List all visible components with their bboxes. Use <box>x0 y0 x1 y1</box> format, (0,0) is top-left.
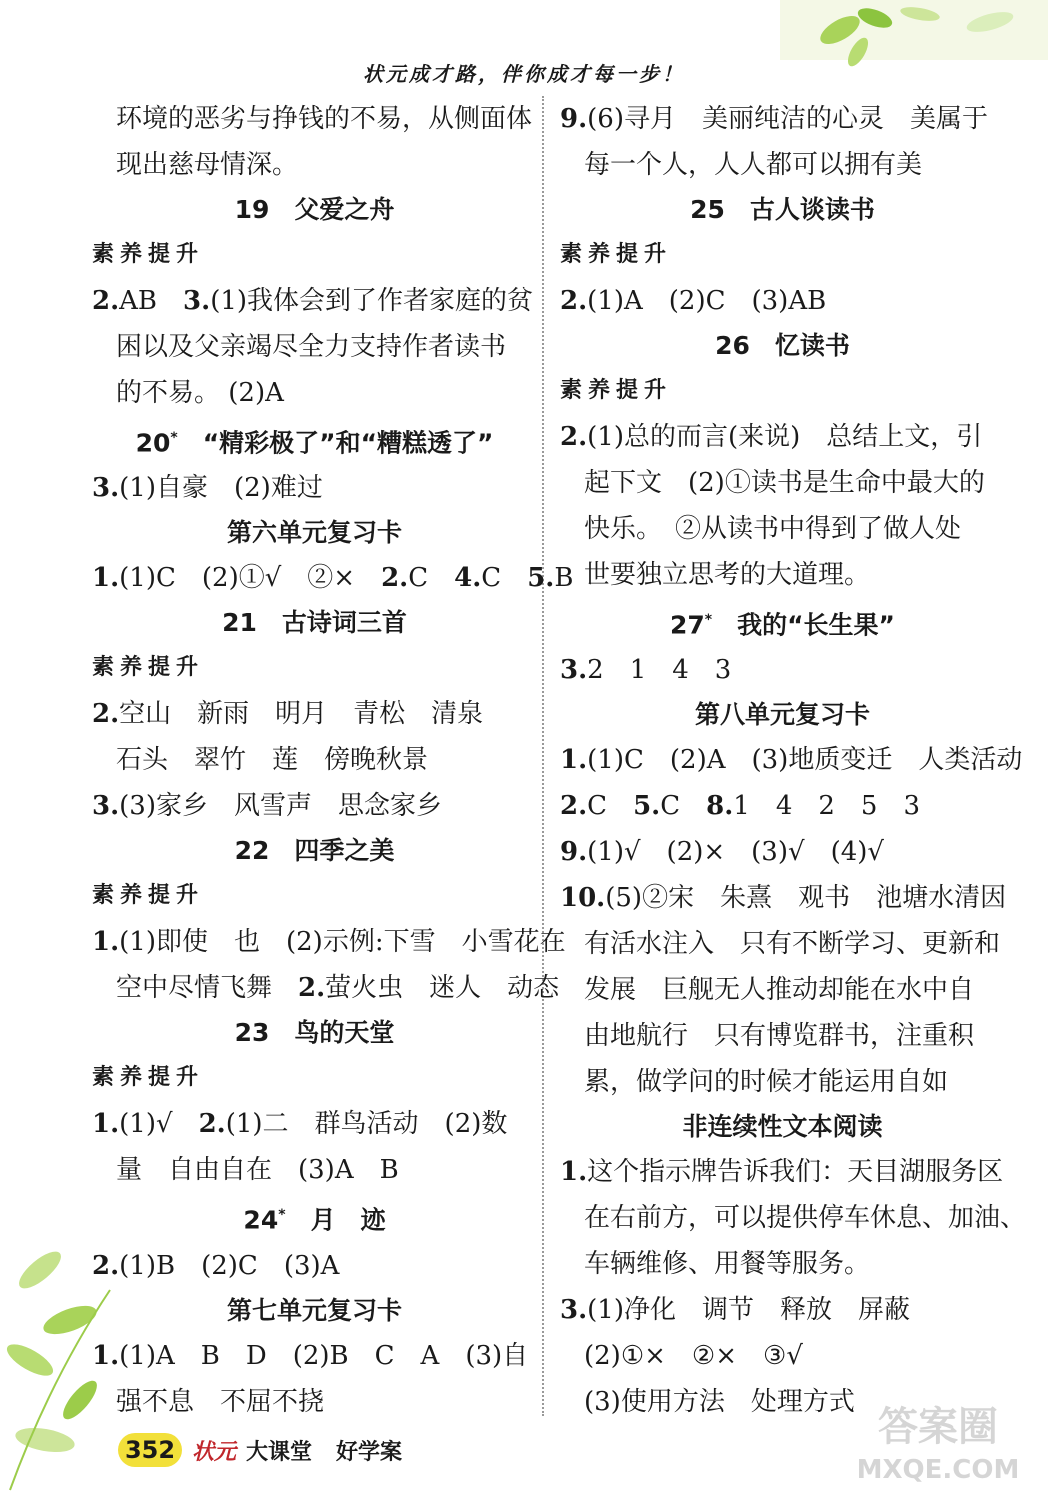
answer-line: 10.(5)②宋 朱熹 观书 池塘水清因 <box>560 883 1007 914</box>
text-line: 现出慈母情深。 <box>116 150 299 180</box>
text-line: 石头 翠竹 莲 傍晚秋景 <box>116 745 429 776</box>
text-line: 累，做学问的时候才能运用自如 <box>584 1067 949 1098</box>
text-line: 世要独立思考的大道理。 <box>584 560 871 590</box>
answer-line: 2.C 5.C 8.1 4 2 5 3 <box>560 791 920 822</box>
lesson-title-19: 19 父爱之舟 <box>234 195 395 224</box>
answer-line: 3.(1)自豪 (2)难过 <box>92 473 323 504</box>
text-line: 发展 巨舰无人推动却能在水中自 <box>584 975 975 1006</box>
page-footer <box>118 1430 402 1470</box>
answer-line: 1.(1)即使 也 (2)示例:下雪 小雪花在 <box>92 927 566 958</box>
header-slogan: 状元成才路，伴你成才每一步！ <box>363 62 685 86</box>
text-line: (2)①× ②× ③√ <box>584 1341 803 1372</box>
watermark-logo <box>848 1392 1028 1488</box>
answer-line: 1.(1)C (2)A (3)地质变迁 人类活动 <box>560 745 1023 776</box>
text-line: 起下文 (2)①读书是生命中最大的 <box>584 468 985 498</box>
section-label: 素养提升 <box>92 655 205 681</box>
nonlinear-reading-title: 非连续性文本阅读 <box>682 1112 883 1142</box>
answer-line: 2.空山 新雨 明月 青松 清泉 <box>92 699 484 730</box>
answer-line: 1.(1)C (2)①√ ②× 2.C 4.C 5.B <box>92 563 574 594</box>
text-line: 的不易。 (2)A <box>116 378 284 408</box>
section-label: 素养提升 <box>92 883 205 909</box>
answer-line: 2.AB 3.(1)我体会到了作者家庭的贫 <box>92 286 534 316</box>
answer-line: 1.这个指示牌告诉我们：天目湖服务区 <box>560 1157 1004 1188</box>
answer-line: 9.(6)寻月 美丽纯洁的心灵 美属于 <box>560 104 988 134</box>
answer-line: 3.(1)净化 调节 释放 屏蔽 <box>560 1295 910 1326</box>
text-line: 快乐。 ②从读书中得到了做人处 <box>584 514 962 544</box>
page-number: 352 <box>118 1433 182 1467</box>
answer-line: 1.(1)√ 2.(1)二 群鸟活动 (2)数 <box>92 1109 508 1140</box>
lesson-title-26: 26 忆读书 <box>715 331 850 360</box>
text-line: 车辆维修、用餐等服务。 <box>584 1249 871 1280</box>
section-label: 素养提升 <box>92 242 205 267</box>
text-line: 强不息 不屈不挠 <box>116 1386 325 1417</box>
lesson-title-22: 22 四季之美 <box>234 836 395 866</box>
text-line: 每一个人，人人都可以拥有美 <box>584 150 923 180</box>
answer-line: 1.(1)A B D (2)B C A (3)自 <box>92 1340 529 1371</box>
unit-review-8-title: 第八单元复习卡 <box>694 700 870 730</box>
brand-series: 好学案 <box>336 1439 403 1465</box>
text-line: 量 自由自在 (3)A B <box>116 1155 399 1186</box>
column-divider <box>542 96 544 1416</box>
brand-logo-text: 状元 <box>192 1438 237 1465</box>
lesson-title-20: 20* “精彩极了”和“糟糕透了” <box>135 428 494 458</box>
text-line: 由地航行 只有博览群书，注重积 <box>584 1021 975 1052</box>
answer-line: 2.(1)总的而言(来说) 总结上文，引 <box>560 422 983 452</box>
lesson-title-27: 27* 我的“长生果” <box>669 610 895 640</box>
text-line: 在右前方，可以提供停车休息、加油、 <box>584 1203 1027 1234</box>
watermark-text-2: MXQE.COM <box>856 1455 1020 1485</box>
lesson-title-23: 23 鸟的天堂 <box>234 1018 395 1048</box>
lesson-title-21: 21 古诗词三首 <box>222 608 407 638</box>
watermark-text-1: 答案圈 <box>878 1404 998 1450</box>
answer-line: 2.(1)B (2)C (3)A <box>92 1250 340 1281</box>
left-column <box>92 96 574 1425</box>
section-label: 素养提升 <box>560 242 673 267</box>
brand-name: 大课堂 <box>246 1439 313 1465</box>
section-label: 素养提升 <box>560 378 673 403</box>
section-label: 素养提升 <box>92 1065 205 1091</box>
text-line: 困以及父亲竭尽全力支持作者读书 <box>116 332 507 362</box>
lesson-title-25: 25 古人谈读书 <box>690 195 875 224</box>
answer-line: 空中尽情飞舞 2.萤火虫 迷人 动态 <box>116 973 560 1004</box>
answer-line: 3.(3)家乡 风雪声 思念家乡 <box>92 791 442 822</box>
text-line: 环境的恶劣与挣钱的不易，从侧面体 <box>116 104 533 134</box>
text-line: (3)使用方法 处理方式 <box>584 1387 855 1418</box>
lesson-title-24: 24* 月 迹 <box>243 1205 386 1235</box>
unit-review-6-title: 第六单元复习卡 <box>226 518 402 548</box>
answer-line: 2.(1)A (2)C (3)AB <box>560 286 827 316</box>
text-line: 有活水注入 只有不断学习、更新和 <box>584 929 1001 960</box>
answer-line: 3.2 1 4 3 <box>560 655 732 686</box>
right-column <box>560 96 1027 1425</box>
unit-review-7-title: 第七单元复习卡 <box>226 1295 402 1325</box>
answer-line: 9.(1)√ (2)× (3)√ (4)√ <box>560 837 884 868</box>
